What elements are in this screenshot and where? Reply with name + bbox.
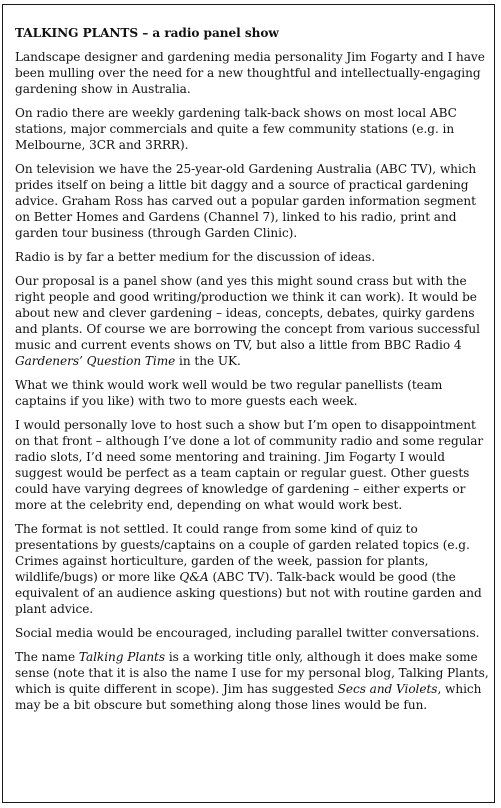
paragraph-social-media: Social media would be encouraged, including parallel twitter conversations. [15, 626, 480, 640]
format-text-a: The format is not settled. It could range from some kind of quiz to presentations by guests/captains on a couple of garden related topics (e.g. Crimes against horticulture, garden of the week, passion for plants, wildlife/bugs) or more like [15, 522, 470, 584]
paragraph-radio-medium: Radio is by far a better medium for the discussion of ideas. [15, 250, 376, 264]
paragraph-proposal [15, 273, 489, 369]
paragraph-intro: Landscape designer and gardening media personality Jim Fogarty and I have been mulling over the need for a new thoughtful and intellectually-engaging gardening show in Australia. [15, 50, 485, 96]
paragraph-host: I would personally love to host such a show but I’m open to disappointment on that front – although I’ve done a lot of community radio and some regular radio slots, I’d need some mentoring and training. Jim Fogarty I would suggest would be perfect as a team captain or regular guest. Other guests could have varying degrees of knowledge of gardening – either experts or more at the celebrity end, depending on what would work best. [15, 418, 484, 512]
name-text-c: , which may be a bit obscure but something along those lines would be fun. [15, 682, 482, 712]
paragraph-name [15, 649, 489, 713]
document-frame [2, 4, 495, 803]
paragraph-television: On television we have the 25-year-old Gardening Australia (ABC TV), which prides itself on being a little bit daggy and a source of practical gardening advice. Graham Ross has carved out a popular garden information segment on Better Homes and Gardens (Channel 7), linked to his radio, print and garden tour business (through Garden Clinic). [15, 162, 477, 240]
name-suggested-title: Secs and Violets [337, 682, 438, 696]
paragraph-format [15, 521, 489, 617]
paragraph-panellists: What we think would work well would be two regular panellists (team captains if you like) with two to more guests each week. [15, 378, 443, 408]
paragraph-radio-shows: On radio there are weekly gardening talk-back shows on most local ABC stations, major commercials and quite a few community stations (e.g. in Melbourne, 3CR and 3RRR). [15, 106, 457, 152]
name-text-a: The name [15, 650, 79, 664]
format-show-title: Q&A [179, 570, 209, 584]
proposal-text-a: Our proposal is a panel show (and yes this might sound crass but with the right people and good writing/production we think it can work). It would be about new and clever gardening – ideas, concepts, debates, quirky gardens and plants. Of course we are borrowing the concept from various successful music and current events shows on TV, but also a little from BBC Radio 4 [15, 274, 480, 352]
proposal-text-b: in the UK. [175, 354, 241, 368]
name-text-b: is a working title only, although it does make some sense (note that it is also the name I use for my personal blog, Talking Plants, which is quite different in scope). Jim has suggested [15, 650, 489, 696]
page-title: TALKING PLANTS – a radio panel show [15, 26, 279, 40]
proposal-show-title: Gardeners’ Question Time [15, 354, 176, 368]
format-text-b: (ABC TV). Talk-back would be good (the equivalent of an audience asking questions) but not with routine garden and plant advice. [15, 570, 482, 616]
name-working-title: Talking Plants [78, 650, 166, 664]
document-body [15, 25, 489, 721]
